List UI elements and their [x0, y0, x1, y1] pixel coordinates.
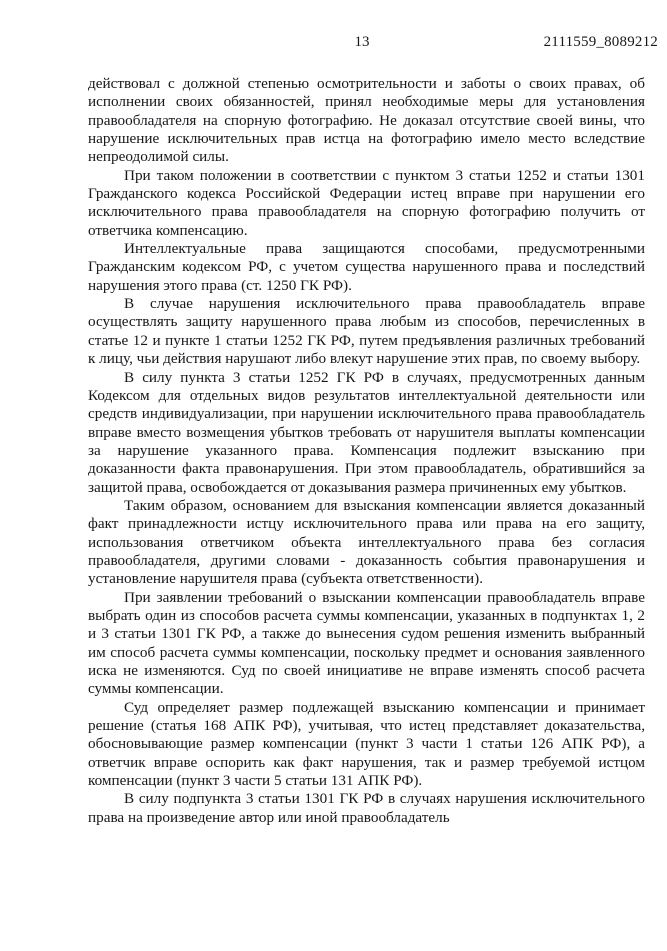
paragraph: Суд определяет размер подлежащей взысканию компенсации и принимает решение (статья 168 АПК РФ), учитывая, что истец представляет доказательства, обосновывающие размер компенсации (пункт 3 части 1 статьи 126 АПК РФ), а ответчик вправе оспорить как факт нарушения, так и размер требуемой истцом компенсации (пункт 3 части 5 статьи 131 АПК РФ).	[88, 698, 645, 790]
paragraph-continuation: действовал с должной степенью осмотрительности и заботы о своих правах, об исполнении своих обязанностей, принял необходимые меры для установления правообладателя на спорную фотографию. Не доказал отсутствие своей вины, что нарушение исключительных прав истца на фотографию имело место вследствие непреодолимой силы.	[88, 75, 645, 166]
paragraph: Таким образом, основанием для взыскания компенсации является доказанный факт принадлежности истцу исключительного права или права на его защиту, использования ответчиком объекта интеллектуального права без согласия правообладателя, другими словами - доказанность события правонарушения и установление нарушителя права (субъекта ответственности).	[88, 496, 645, 588]
document-body	[88, 75, 645, 827]
document-number: 2111559_8089212	[543, 34, 658, 50]
page-number: 13	[354, 34, 370, 50]
paragraph: В силу подпункта 3 статьи 1301 ГК РФ в случаях нарушения исключительного права на произведение автор или иной правообладатель	[88, 790, 645, 826]
paragraph: При таком положении в соответствии с пунктом 3 статьи 1252 и статьи 1301 Гражданского кодекса Российской Федерации истец вправе при нарушении его исключительного права правообладателя на спорную фотографию получить от ответчика компенсацию.	[88, 166, 645, 239]
paragraph: В случае нарушения исключительного права правообладатель вправе осуществлять защиту нарушенного права любым из способов, перечисленных в статье 12 и пункте 1 статьи 1252 ГК РФ, путем предъявления различных требований к лицу, чьи действия нарушают либо влекут нарушение этих прав, по своему выбору.	[88, 295, 645, 368]
page-header	[88, 33, 658, 51]
paragraph: В силу пункта 3 статьи 1252 ГК РФ в случаях, предусмотренных данным Кодексом для отдельных видов результатов интеллектуальной деятельности или средств индивидуализации, при нарушении исключительного права правообладатель вправе вместо возмещения убытков требовать от нарушителя выплаты компенсации за нарушение указанного права. Компенсация подлежит взысканию при доказанности факта правонарушения. При этом правообладатель, обратившийся за защитой права, освобождается от доказывания размера причиненных ему убытков.	[88, 368, 645, 496]
paragraph: Интеллектуальные права защищаются способами, предусмотренными Гражданским кодексом РФ, с учетом существа нарушенного права и последствий нарушения этого права (ст. 1250 ГК РФ).	[88, 240, 645, 294]
paragraph: При заявлении требований о взыскании компенсации правообладатель вправе выбрать один из способов расчета суммы компенсации, указанных в подпунктах 1, 2 и 3 статьи 1301 ГК РФ, а также до вынесения судом решения изменить выбранный им способ расчета суммы компенсации, поскольку предмет и основания заявленного иска не изменяются. Суд по своей инициативе не вправе изменять способ расчета суммы компенсации.	[88, 588, 645, 698]
